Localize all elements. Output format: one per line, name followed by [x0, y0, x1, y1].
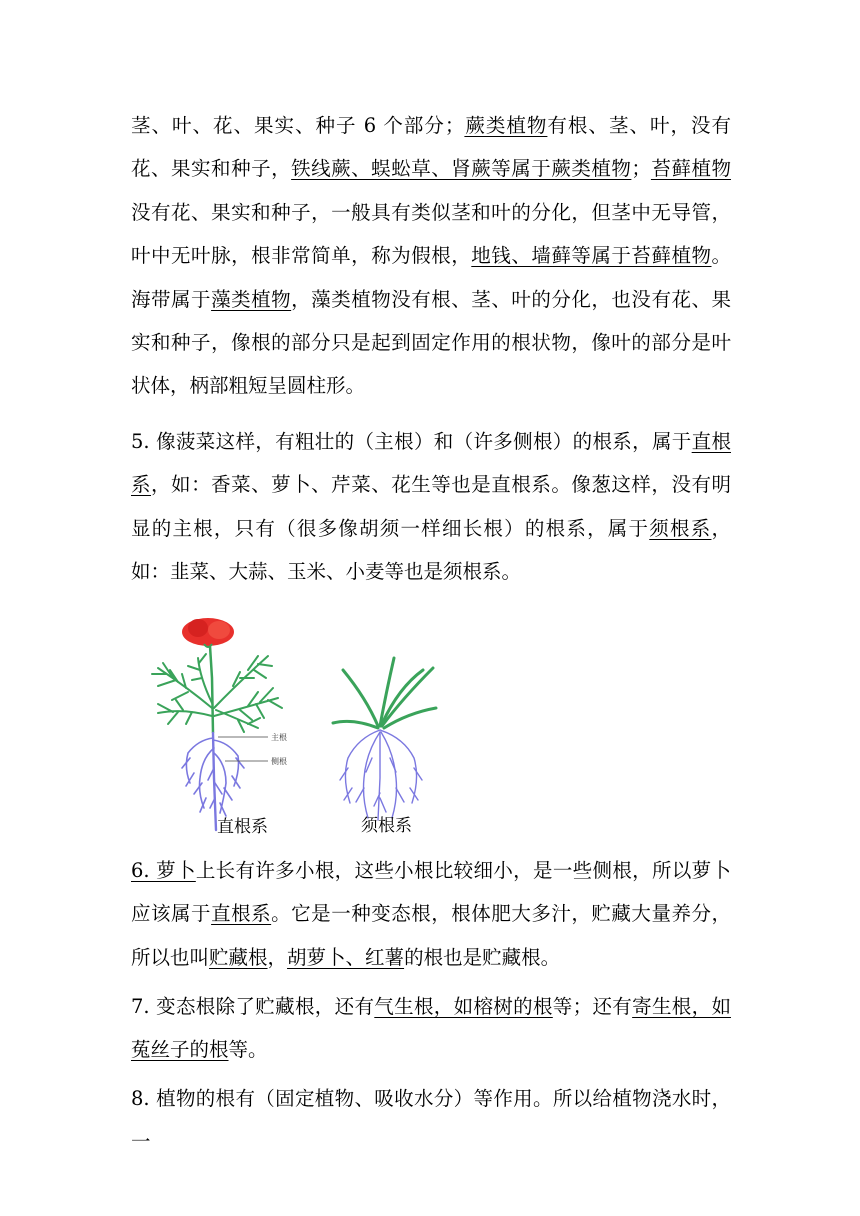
underlined-term-moss: 苔藓植物 [650, 157, 731, 181]
taproot-plant-illustration [152, 618, 282, 830]
text-run: 上长有许多小根，这些小根比较细小，是一些侧根，所以萝卜应该属于 [131, 859, 731, 926]
fibrous-root-plant-illustration [333, 658, 436, 820]
text-run: 8. 植物的根有（固定植物、吸收水分）等作用。所以给植物浇水时，一 [131, 1087, 731, 1154]
text-run: 茎、叶、花、果实、种子 6 个部分； [131, 114, 465, 137]
underlined-taproot-system: 直根系 [131, 430, 731, 497]
text-run: 有根、茎、叶，没有花、果实和种子， [131, 114, 731, 181]
caption-fibrous-root-system: 须根系 [361, 816, 412, 836]
text-run: ，如：韭菜、大蒜、玉米、小麦等也是须根系。 [131, 516, 731, 584]
underlined-fern-examples: 铁线蕨、蜈蚣草、肾蕨等属于蕨类植物 [291, 157, 632, 181]
paragraph-root-function [131, 1077, 731, 1164]
label-side-root: 侧根 [271, 757, 287, 766]
paragraph-radish [131, 849, 731, 979]
text-run: 5. 像菠菜这样，有粗壮的（主根）和（许多侧根）的根系，属于 [131, 430, 692, 453]
text-run: ，如：香菜、萝卜、芹菜、花生等也是直根系。像葱这样，没有明显的主根，只有（很多像胡须一样细长根）的根系，属于 [131, 473, 731, 540]
text-run: 等；还有 [552, 995, 633, 1018]
text-run: 的根也是贮藏根。 [404, 945, 561, 969]
root-system-illustration [128, 608, 458, 838]
text-run: ， [267, 945, 288, 969]
underlined-term-fern: 蕨类植物 [464, 114, 548, 137]
caption-taproot-system: 直根系 [217, 817, 268, 837]
paragraph-modified-roots [131, 985, 731, 1072]
underlined-term-algae: 藻类植物 [211, 287, 292, 311]
underlined-fibrous-root-system: 须根系 [649, 516, 712, 540]
text-run: 7. 变态根除了贮藏根，还有 [131, 995, 375, 1018]
text-run: ，藻类植物没有根、茎、叶的分化，也没有花、果实和种子，像根的部分只是起到固定作用的根状物，像叶的部分是叶状体，柄部粗短呈圆柱形。 [131, 287, 731, 398]
text-run: 等。 [228, 1038, 268, 1062]
paragraph-plant-groups [131, 104, 731, 408]
text-run: 没有花、果实和种子，一般具有类似茎和叶的分化，但茎中无导管，叶中无叶脉，根非常简单，称为假根， [131, 200, 731, 268]
underlined-moss-examples: 地钱、墙藓等属于苔藓植物 [471, 244, 712, 268]
root-system-figure [128, 608, 458, 838]
underlined-parasitic-root: 寄生根，如菟丝子的根 [131, 995, 731, 1062]
text-run: 。海带属于 [131, 244, 731, 311]
underlined-aerial-root: 气生根，如榕树的根 [374, 995, 553, 1018]
underlined-taproot-system: 直根系 [211, 902, 272, 926]
underlined-storage-root: 贮藏根 [209, 945, 268, 969]
underlined-carrot-sweet-potato: 胡萝卜、红薯 [287, 945, 405, 969]
underlined-radish: 6. 萝卜 [131, 859, 196, 882]
paragraph-root-systems [131, 420, 731, 594]
text-run: ； [631, 157, 651, 181]
label-main-root: 主根 [271, 733, 287, 742]
text-run: 。它是一种变态根，根体肥大多汁，贮藏大量养分，所以也叫 [131, 902, 731, 969]
